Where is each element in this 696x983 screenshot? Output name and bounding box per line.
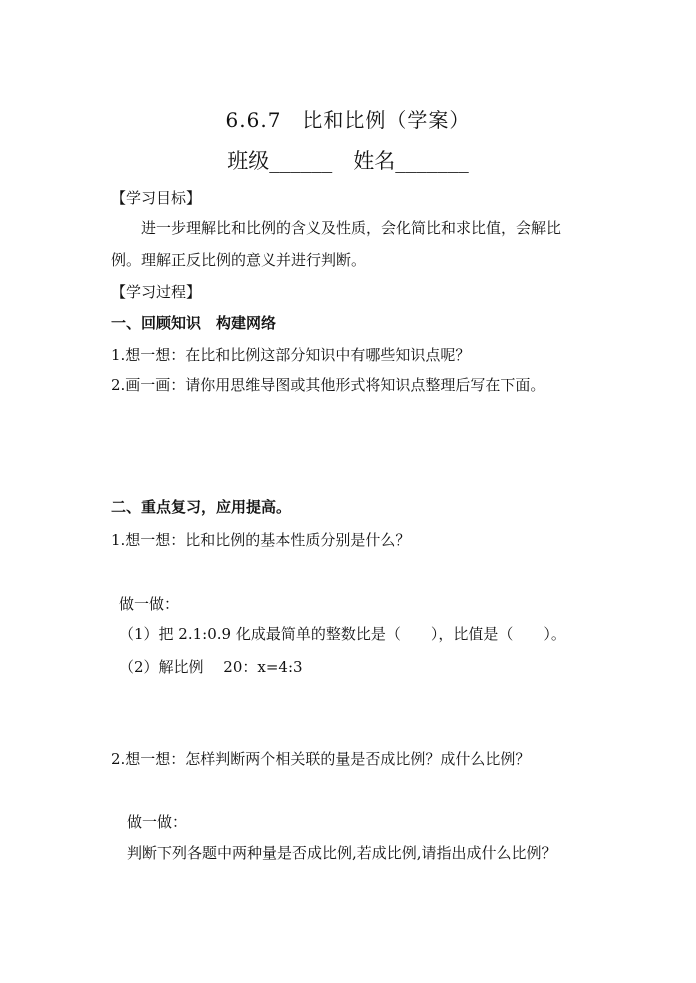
- practice-label-1: 做一做：: [119, 595, 180, 613]
- process-heading: 【学习过程】: [111, 283, 202, 301]
- exercise-3: 判断下列各题中两种量是否成比例,若成比例,请指出成什么比例？: [127, 844, 557, 862]
- practice-label-2: 做一做：: [127, 813, 188, 831]
- part2-question-2: 2.想一想：怎样判断两个相关联的量是否成比例？成什么比例？: [111, 750, 531, 768]
- page-title: 6.6.7 比和比例（学案）: [225, 108, 471, 132]
- part1-question-2: 2.画一画：请你用思维导图或其他形式将知识点整理后写在下面。: [111, 376, 546, 394]
- part1-question-1: 1.想一想：在比和比例这部分知识中有哪些知识点呢？: [111, 346, 471, 364]
- class-name-line: 班级______ 姓名_______: [227, 149, 469, 173]
- exercise-1: （1）把 2.1:0.9 化成最简单的整数比是（ ），比值是（ ）。: [119, 625, 566, 643]
- goals-heading: 【学习目标】: [111, 189, 202, 207]
- part1-heading: 一、回顾知识 构建网络: [111, 314, 277, 332]
- goals-text: 进一步理解比和比例的含义及性质，会化简比和求比值，会解比例。理解正反比例的意义并进行判断。: [111, 219, 562, 269]
- part2-heading: 二、重点复习，应用提高。: [111, 498, 292, 516]
- exercise-2: （2）解比例 20：x=4:3: [119, 658, 303, 676]
- part2-question-1: 1.想一想：比和比例的基本性质分别是什么？: [111, 531, 411, 549]
